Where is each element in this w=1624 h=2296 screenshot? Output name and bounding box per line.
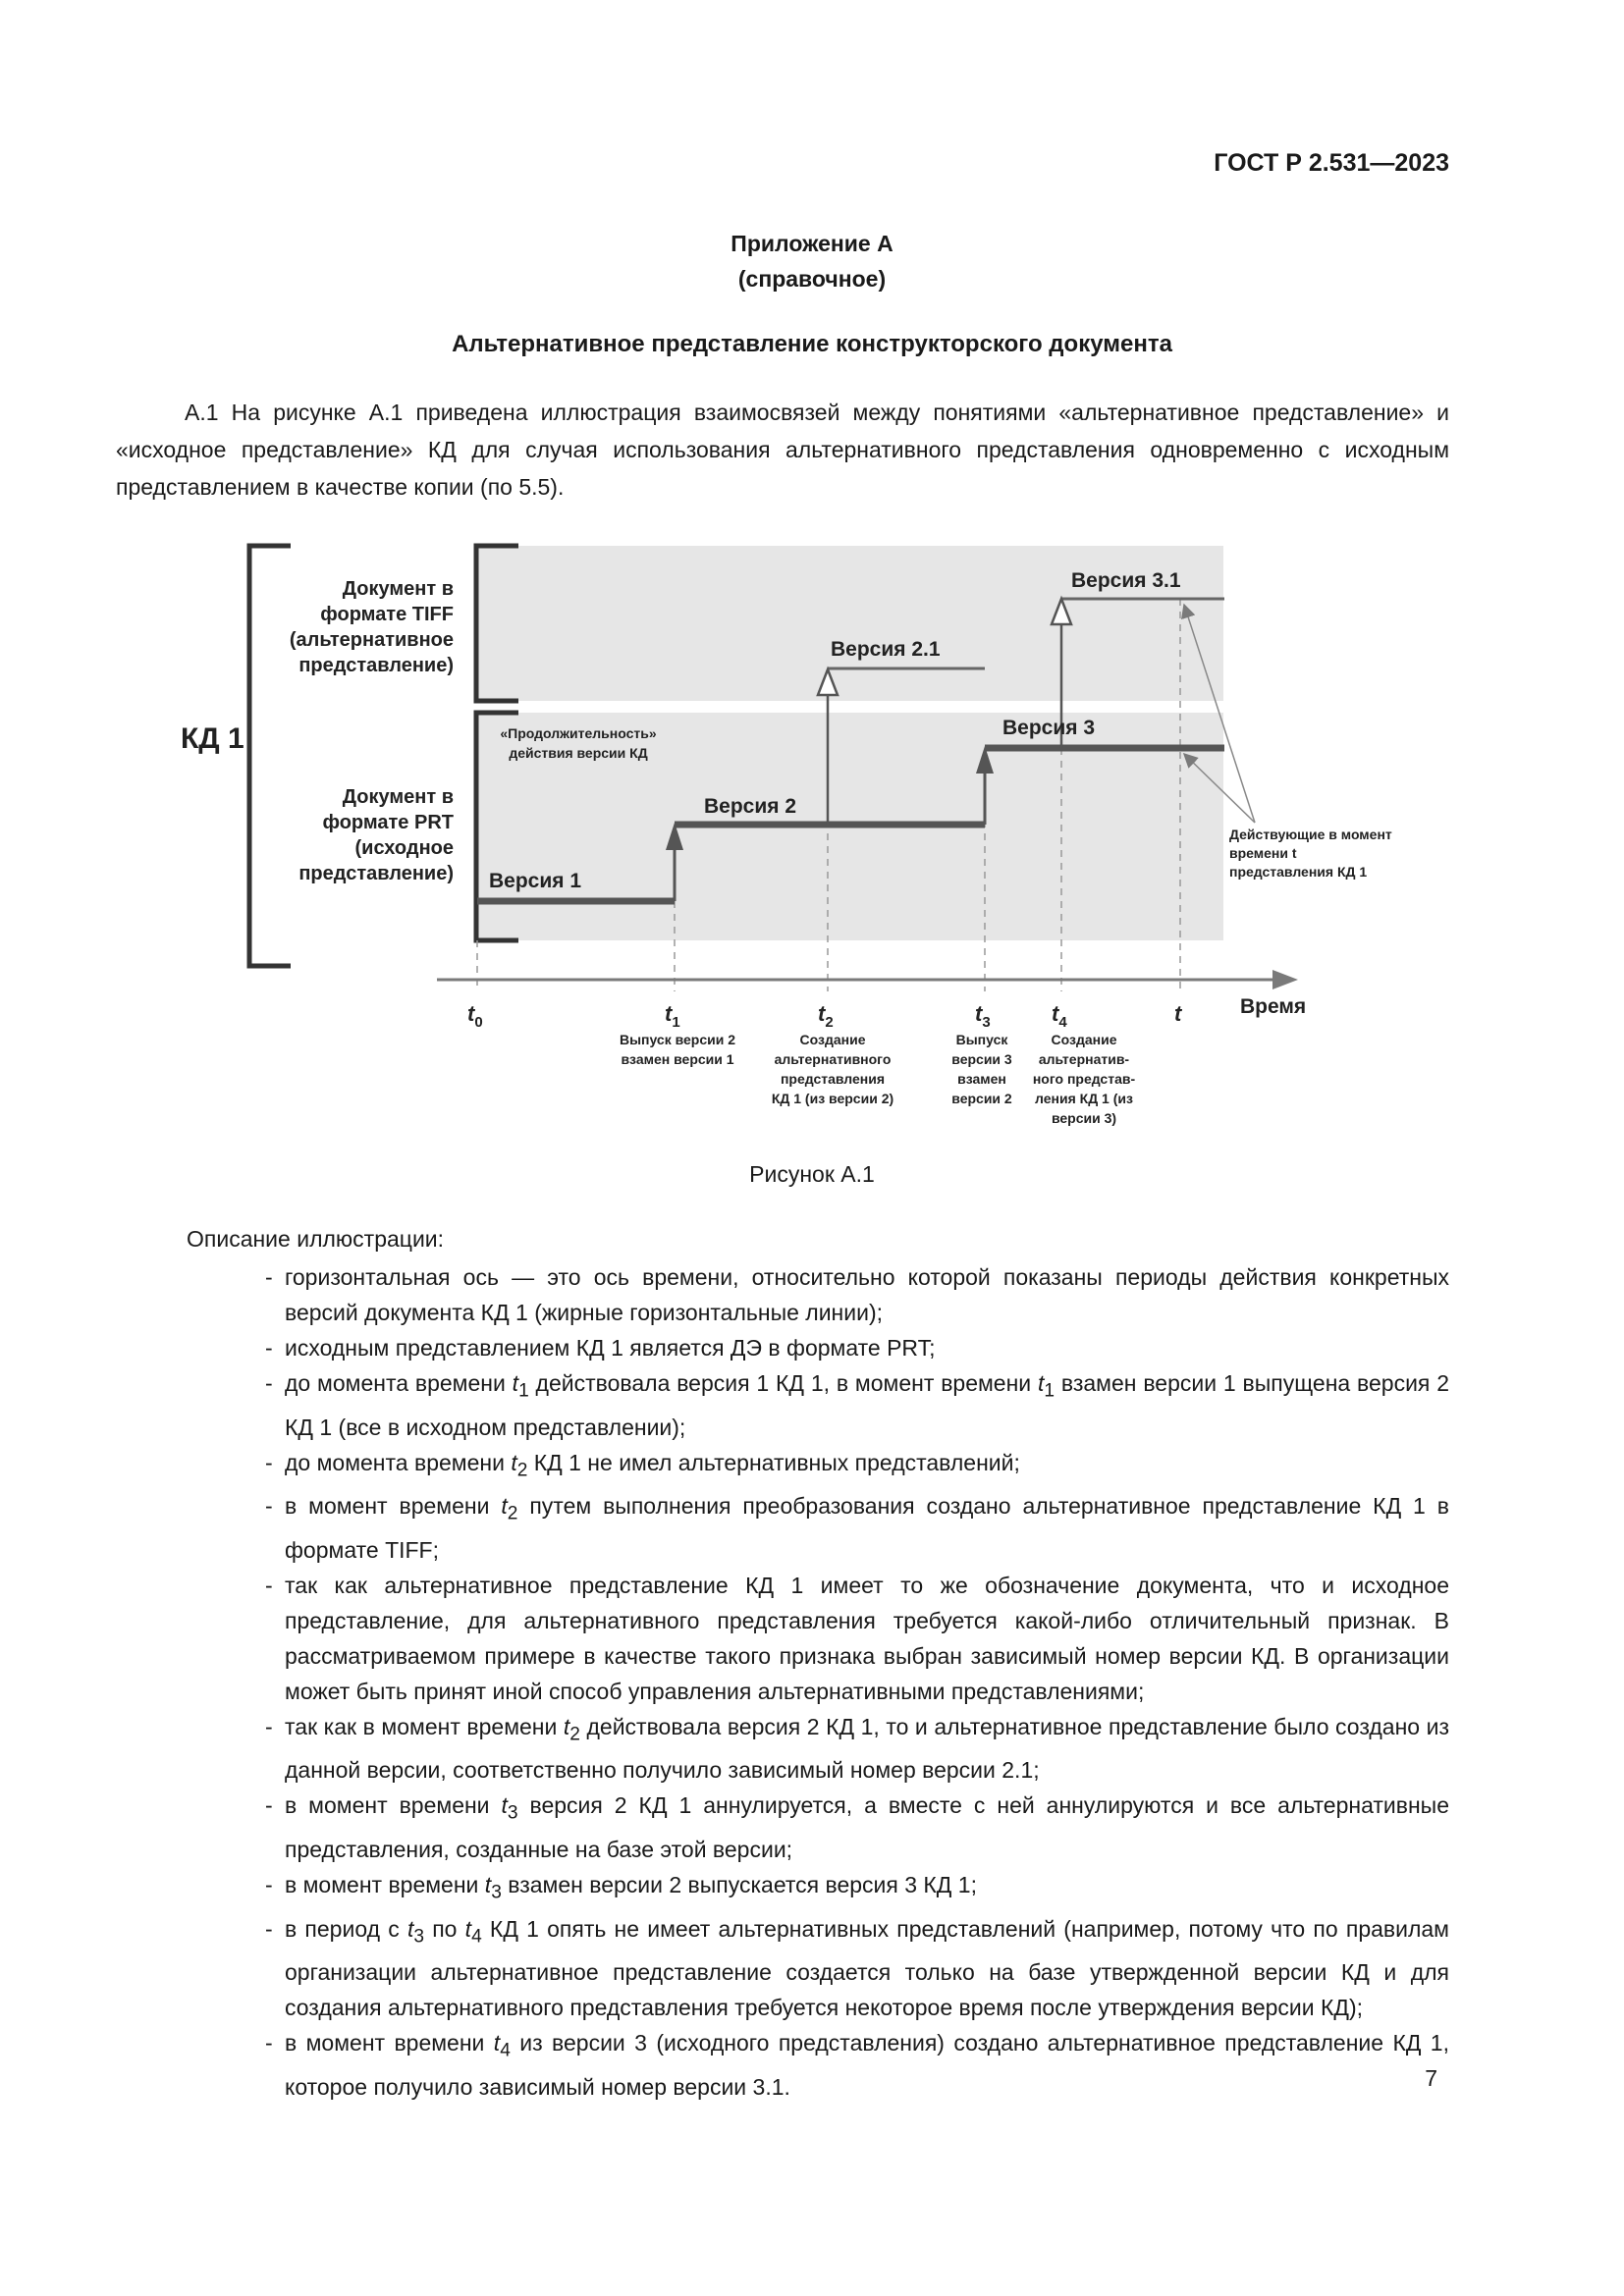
event-t3 [951, 1032, 1012, 1106]
bullet-dash: - [265, 1370, 273, 1396]
svg-text:действия версии КД: действия версии КД [509, 745, 648, 761]
svg-text:Выпуск версии 2: Выпуск версии 2 [619, 1032, 736, 1047]
description-item [265, 1568, 1449, 1709]
tiff-label [290, 578, 454, 676]
svg-text:Действующие в момент: Действующие в момент [1229, 827, 1392, 842]
time-axis-arrow [1272, 970, 1298, 989]
bullet-dash: - [265, 1572, 273, 1598]
time-index: 4 [471, 1926, 482, 1948]
svg-text:Документ в: Документ в [342, 578, 454, 600]
svg-text:(альтернативное: (альтернативное [289, 629, 454, 651]
description-item [265, 1709, 1449, 1789]
bullet-dash: - [265, 1915, 273, 1942]
time-index: 1 [518, 1380, 529, 1402]
version-3-1-label: Версия 3.1 [1071, 569, 1181, 592]
svg-text:представление): представление) [298, 863, 454, 884]
bullet-dash: - [265, 1792, 273, 1819]
time-symbol: t [484, 1871, 492, 1897]
time-index: 3 [507, 1802, 518, 1824]
description-item [265, 2025, 1449, 2105]
svg-text:формате TIFF: формате TIFF [320, 604, 454, 625]
svg-text:времени t: времени t [1229, 845, 1297, 861]
appendix-heading [0, 226, 1624, 296]
description-text: горизонтальная ось — это ось времени, относительно которой показаны периоды действия конкретных версий документа КД 1 (жирные горизонтальные линии); [285, 1264, 1449, 1325]
version-3-label: Версия 3 [1002, 717, 1096, 739]
tick-t: t [1174, 1001, 1182, 1026]
bullet-dash: - [265, 1871, 273, 1897]
svg-text:версии 2: версии 2 [951, 1091, 1012, 1106]
time-symbol: t [511, 1449, 517, 1475]
tick-t1: $t_1$ [665, 1001, 680, 1031]
description-text: по [424, 1915, 465, 1942]
description-text: взамен версии 1 выпущена версия 2 КД 1 (все в исходном представлении); [285, 1370, 1450, 1440]
svg-text:Создание: Создание [799, 1032, 866, 1047]
axis-label: Время [1240, 995, 1307, 1018]
time-index: 1 [1044, 1380, 1056, 1402]
description-text: так как альтернативное представление КД 1 имеет то же обозначение документа, что и исходное представление, для альтернативного представления требуется какой-либо отличительный признак. В рассматриваемом примере в качестве такого признака выбран зависимый номер версии КД. В организации может быть принят иной способ управления альтернативными представлениями; [285, 1572, 1449, 1704]
intro-paragraph: А.1 На рисунке А.1 приведена иллюстрация взаимосвязей между понятиями «альтернативное представление» и «исходное представление» КД для случая использования альтернативного представления одновременно с исходным представлением в качестве копии (по 5.5). [116, 400, 1449, 500]
svg-text:Выпуск: Выпуск [955, 1032, 1008, 1047]
figure-a1 [0, 530, 1624, 1158]
svg-text:КД 1 (из версии 2): КД 1 (из версии 2) [771, 1091, 894, 1106]
svg-text:ного представ-: ного представ- [1032, 1071, 1136, 1087]
description-item [265, 1445, 1449, 1489]
bullet-dash: - [265, 1335, 273, 1361]
description-text: в момент времени [285, 1792, 502, 1819]
svg-text:представления КД 1: представления КД 1 [1229, 864, 1368, 880]
svg-text:формате PRT: формате PRT [322, 812, 454, 833]
svg-text:взамен: взамен [957, 1071, 1006, 1087]
description-title: Описание иллюстрации: [187, 1226, 445, 1252]
bullet-dash: - [265, 1264, 273, 1290]
description-text: исходным представлением КД 1 является ДЭ в формате PRT; [285, 1335, 936, 1361]
description-text: КД 1 не имел альтернативных представлений; [527, 1449, 1020, 1475]
svg-text:альтернатив-: альтернатив- [1038, 1051, 1130, 1067]
time-index: 2 [516, 1460, 528, 1481]
time-index: 3 [413, 1926, 424, 1948]
svg-text:представление): представление) [298, 655, 454, 676]
version-1-label: Версия 1 [489, 870, 582, 892]
description-text: КД 1 опять не имеет альтернативных представлений (например, потому что по правилам организации альтернативное представление создается только на базе утвержденной версии КД и для создания альтернативного представления требуется некоторое время после утверждения версии КД); [285, 1915, 1449, 2021]
svg-text:Создание: Создание [1051, 1032, 1117, 1047]
group-label: КД 1 [181, 722, 244, 755]
current-versions-label [1229, 827, 1392, 880]
time-index: 2 [507, 1503, 518, 1524]
svg-text:версии 3): версии 3) [1051, 1110, 1117, 1126]
event-t2 [772, 1032, 893, 1106]
time-symbol: t [493, 2030, 501, 2056]
description-item [265, 1365, 1449, 1445]
description-text: до момента времени [285, 1370, 513, 1396]
tick-t2: $t_2$ [818, 1001, 834, 1031]
bullet-dash: - [265, 1493, 273, 1520]
svg-text:взамен версии 1: взамен версии 1 [621, 1051, 734, 1067]
time-symbol: t [501, 1493, 508, 1520]
time-symbol: t [563, 1713, 570, 1739]
bullet-dash: - [265, 1449, 273, 1475]
description-text: взамен версии 2 выпускается версия 3 КД 1; [501, 1871, 977, 1897]
description-text: версия 2 КД 1 аннулируется, а вместе с ней аннулируются и все альтернативные представления, созданные на базе этой версии; [285, 1792, 1449, 1862]
description-item [265, 1488, 1449, 1568]
description-item [265, 1788, 1449, 1867]
tick-t0: $t_0$ [467, 1001, 483, 1031]
description-item [265, 1867, 1449, 1911]
time-symbol: t [406, 1915, 414, 1942]
svg-text:«Продолжительность»: «Продолжительность» [500, 725, 657, 741]
description-text: в момент времени [285, 2030, 494, 2056]
figure-caption: Рисунок А.1 [749, 1161, 875, 1187]
description-item [265, 1259, 1449, 1330]
description-item [265, 1330, 1449, 1365]
description-text: до момента времени [285, 1449, 512, 1475]
appendix-subtitle: (справочное) [737, 266, 887, 292]
bullet-dash: - [265, 2030, 273, 2056]
description-text: из версии 3 (исходного представления) создано альтернативное представление КД 1, которое получило зависимый номер версии 3.1. [285, 2030, 1449, 2100]
appendix-title: Приложение А [731, 231, 893, 256]
group-bracket [249, 546, 291, 966]
prt-label [298, 786, 454, 884]
time-index: 3 [491, 1882, 502, 1903]
time-index: 4 [500, 2040, 511, 2061]
time-symbol: t [464, 1915, 472, 1942]
svg-text:ления КД 1 (из: ления КД 1 (из [1035, 1091, 1133, 1106]
description-text: в момент времени [285, 1493, 502, 1520]
svg-text:версии 3: версии 3 [951, 1051, 1012, 1067]
description-text: в момент времени [285, 1871, 485, 1897]
description-text: действовала версия 2 КД 1, то и альтернативное представление было создано из данной версии, соответственно получило зависимый номер версии 2.1; [285, 1713, 1450, 1784]
time-index: 2 [569, 1724, 580, 1745]
bullet-dash: - [265, 1713, 273, 1739]
svg-text:Документ в: Документ в [342, 786, 454, 808]
description-text: путем выполнения преобразования создано альтернативное представление КД 1 в формате TIFF; [285, 1493, 1449, 1563]
svg-text:альтернативного: альтернативного [774, 1051, 892, 1067]
document-code: ГОСТ Р 2.531—2023 [1214, 149, 1449, 177]
description-text: действовала версия 1 КД 1, в момент времени [528, 1370, 1038, 1396]
version-2-label: Версия 2 [704, 795, 797, 818]
description-text: так как в момент времени [285, 1713, 564, 1739]
tick-t4: $t_4$ [1052, 1001, 1067, 1031]
time-symbol: t [1038, 1370, 1045, 1396]
time-symbol: t [512, 1370, 519, 1396]
description-list [265, 1259, 1449, 2105]
section-title: Альтернативное представление конструкторского документа [452, 331, 1172, 357]
event-t1 [620, 1032, 735, 1067]
svg-text:(исходное: (исходное [354, 837, 454, 859]
page-number: 7 [1425, 2065, 1437, 2091]
time-symbol: t [501, 1792, 508, 1819]
version-2-1-label: Версия 2.1 [831, 638, 941, 661]
description-text: в период с [285, 1915, 407, 1942]
description-item [265, 1911, 1449, 2026]
svg-text:представления: представления [780, 1071, 886, 1087]
tick-t3: $t_3$ [975, 1001, 991, 1031]
event-t4 [1033, 1032, 1136, 1126]
